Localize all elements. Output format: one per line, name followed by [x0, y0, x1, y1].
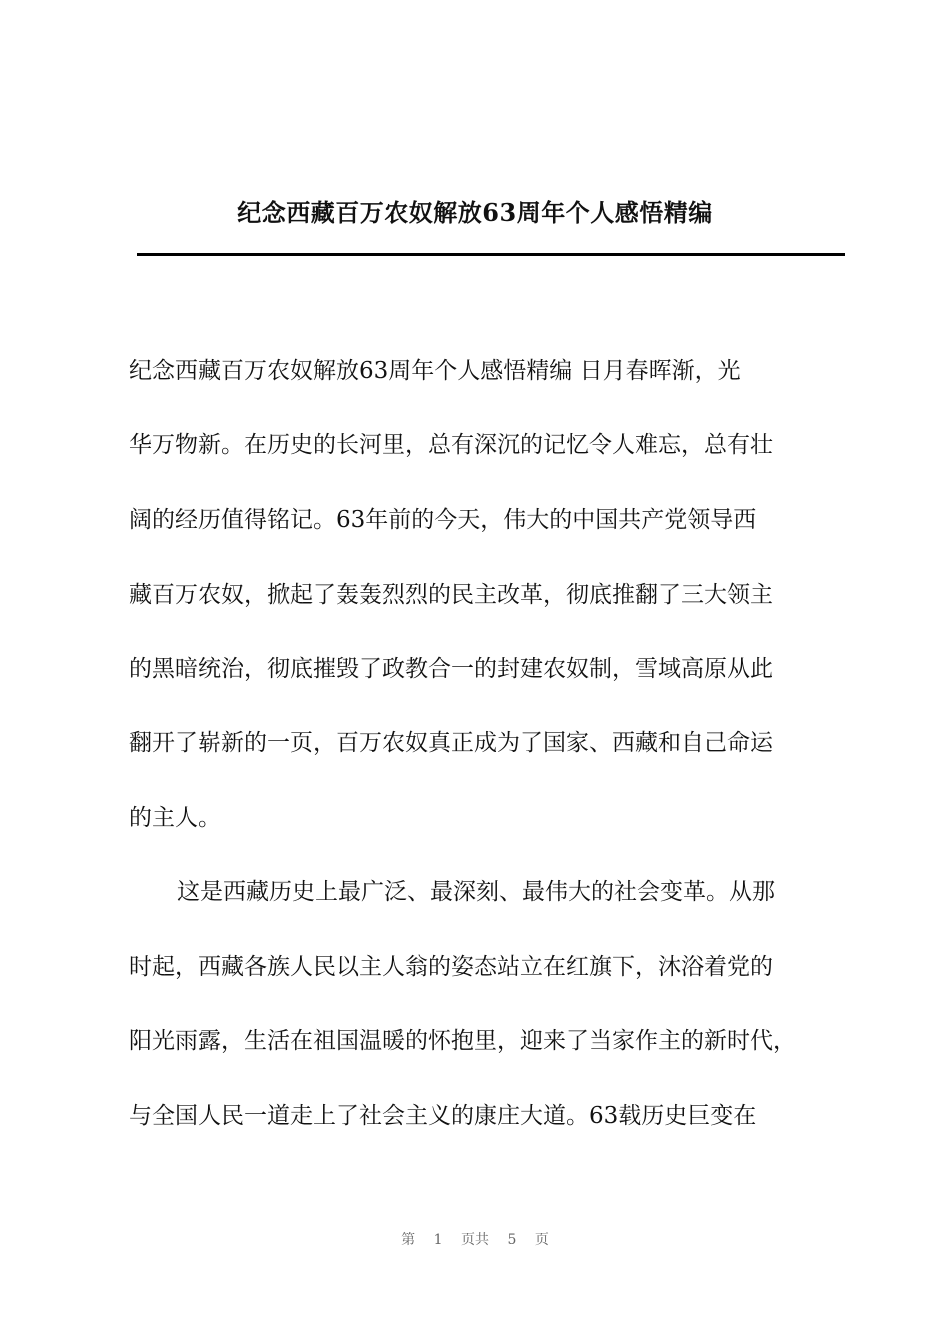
body-line: 这是西藏历史上最广泛、最深刻、最伟大的社会变革。从那 [177, 879, 775, 905]
body-line: 阔的经历值得铭记。63年前的今天，伟大的中国共产党领导西 [129, 507, 757, 533]
footer-prefix: 第 [401, 1232, 416, 1248]
document-title: 纪念西藏百万农奴解放63周年个人感悟精编 [237, 198, 713, 227]
footer-middle: 页共 [461, 1232, 489, 1248]
page-footer [0, 1230, 950, 1250]
footer-page-number: 1 [433, 1232, 443, 1248]
title-divider [137, 253, 845, 256]
body-line: 与全国人民一道走上了社会主义的康庄大道。63载历史巨变在 [129, 1103, 757, 1129]
footer-total-pages: 5 [507, 1232, 517, 1248]
body-line: 的黑暗统治，彻底摧毁了政教合一的封建农奴制，雪域高原从此 [129, 656, 773, 682]
body-line: 阳光雨露，生活在祖国温暖的怀抱里，迎来了当家作主的新时代， [129, 1028, 796, 1054]
body-line: 翻开了崭新的一页，百万农奴真正成为了国家、西藏和自己命运 [129, 730, 773, 756]
footer-suffix: 页 [534, 1232, 549, 1248]
body-line: 纪念西藏百万农奴解放63周年个人感悟精编 日月春晖渐，光 [129, 358, 741, 384]
body-line: 时起，西藏各族人民以主人翁的姿态站立在红旗下，沐浴着党的 [129, 954, 773, 980]
body-line: 华万物新。在历史的长河里，总有深沉的记忆令人难忘，总有壮 [129, 432, 773, 458]
body-line: 藏百万农奴，掀起了轰轰烈烈的民主改革，彻底推翻了三大领主 [129, 582, 773, 608]
body-line: 的主人。 [129, 805, 221, 831]
